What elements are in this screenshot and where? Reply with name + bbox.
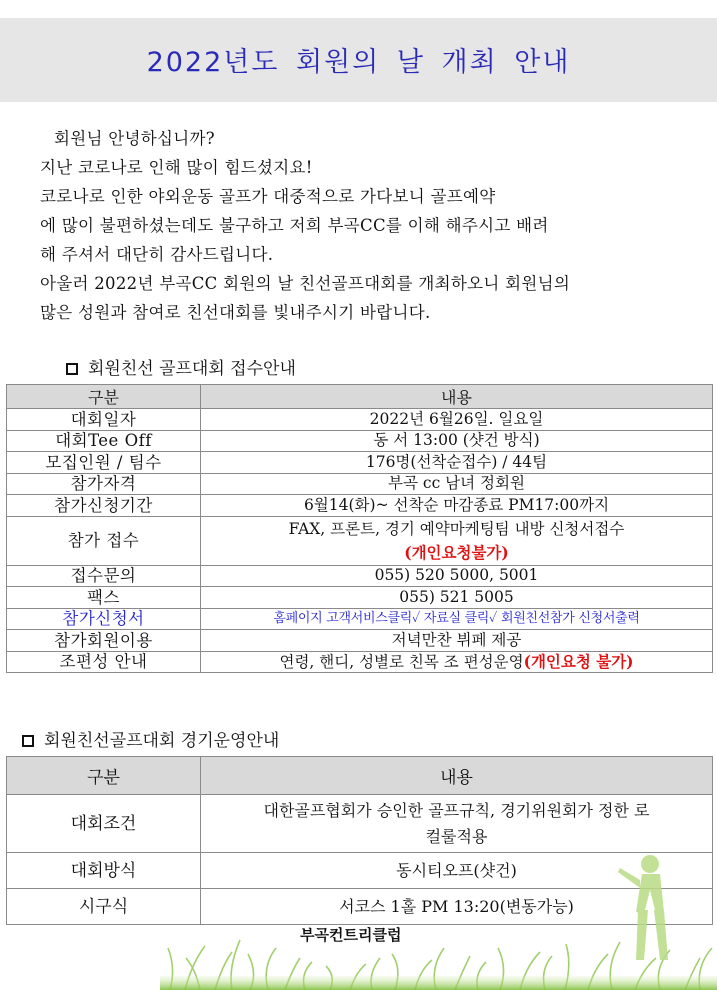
page-title: 2022년도 회원의 날 개최 안내 <box>146 47 571 78</box>
table-row <box>7 795 713 853</box>
row-label: 대회조건 <box>7 795 201 853</box>
row-value: 대한골프협회가 승인한 골프규칙, 경기위원회가 정한 로컬룰적용 <box>201 795 713 853</box>
row-label: 팩스 <box>7 587 201 609</box>
row-value: FAX, 프론트, 경기 예약마케팅팀 내방 신청서접수 <box>288 519 625 538</box>
row-value: 동 서 13:00 (샷건 방식) <box>201 430 713 452</box>
row-value-cell <box>201 651 713 673</box>
row-value: 055) 521 5005 <box>201 587 713 609</box>
section2-heading-text: 회원친선골프대회 경기운영안내 <box>44 731 280 751</box>
intro-line: 에 많이 불편하셨는데도 불구하고 저희 부곡CC를 이해 해주시고 배려 <box>40 216 549 235</box>
table-row <box>7 495 713 517</box>
intro-line: 아울러 2022년 부곡CC 회원의 날 친선골프대회를 개최하오니 회원님의 <box>40 274 571 293</box>
table-header-row <box>7 757 713 795</box>
golfer-icon <box>610 850 690 990</box>
operation-table <box>6 756 713 925</box>
table-row <box>7 516 713 565</box>
row-value: 6월14(화)~ 선착순 마감종료 PM17:00까지 <box>201 495 713 517</box>
table-row <box>7 853 713 889</box>
table-row <box>7 409 713 431</box>
row-label: 시구식 <box>7 889 201 925</box>
header-content: 내용 <box>201 385 713 409</box>
row-label: 대회방식 <box>7 853 201 889</box>
table-header-row <box>7 385 713 409</box>
section1-heading <box>66 358 296 380</box>
intro-line: 회원님 안녕하십니까? <box>54 129 215 148</box>
header-category: 구분 <box>7 385 201 409</box>
row-value: 서코스 1홀 PM 13:20(변동가능) <box>201 889 713 925</box>
row-value: 부곡 cc 남녀 정회원 <box>201 473 713 495</box>
table-row <box>7 473 713 495</box>
table-row <box>7 651 713 673</box>
no-personal-request-note: (개인요청 불가) <box>523 651 634 671</box>
intro-line: 많은 성원과 참여로 친선대회를 빛내주시기 바랍니다. <box>40 303 431 322</box>
header-category: 구분 <box>7 757 201 795</box>
section2-heading <box>22 730 279 752</box>
no-personal-request-note: (개인요청불가) <box>404 542 509 562</box>
application-form-label[interactable]: 참가신청서 <box>7 608 201 630</box>
table-row <box>7 587 713 609</box>
row-label: 대회일자 <box>7 409 201 431</box>
registration-table <box>6 384 713 673</box>
club-name: 부곡컨트리클럽 <box>300 926 402 944</box>
intro-line: 해 주셔서 대단히 감사드립니다. <box>40 245 274 264</box>
table-row <box>7 630 713 652</box>
application-form-path: 홈페이지 고객서비스클릭✓ 자료실 클릭✓ 회원친선참가 신청서출력 <box>201 608 713 630</box>
row-value: 연령, 핸디, 성별로 친목 조 편성운영 <box>279 652 524 671</box>
table-row <box>7 452 713 474</box>
row-label: 참가 접수 <box>7 516 201 565</box>
table-row <box>7 430 713 452</box>
row-value: 저녁만찬 뷔페 제공 <box>201 630 713 652</box>
square-bullet-icon <box>66 363 78 375</box>
row-label: 접수문의 <box>7 565 201 587</box>
intro-line: 코로나로 인한 야외운동 골프가 대중적으로 가다보니 골프예약 <box>40 187 496 206</box>
row-label: 참가회원이용 <box>7 630 201 652</box>
row-value: 2022년 6월26일. 일요일 <box>201 409 713 431</box>
row-label: 모집인원 / 팀수 <box>7 452 201 474</box>
table-row <box>7 608 713 630</box>
intro-text <box>40 124 700 327</box>
section1-heading-text: 회원친선 골프대회 접수안내 <box>88 359 296 379</box>
row-value: 055) 520 5000, 5001 <box>201 565 713 587</box>
row-label: 조편성 안내 <box>7 651 201 673</box>
row-label: 참가자격 <box>7 473 201 495</box>
header-content: 내용 <box>201 757 713 795</box>
intro-line: 지난 코로나로 인해 많이 힘드셨지요! <box>40 158 313 177</box>
row-value-cell <box>201 516 713 565</box>
row-label: 참가신청기간 <box>7 495 201 517</box>
table-row <box>7 565 713 587</box>
square-bullet-icon <box>22 735 34 747</box>
row-value: 176명(선착순접수) / 44팀 <box>201 452 713 474</box>
row-value: 동시티오프(샷건) <box>201 853 713 889</box>
row-label: 대회Tee Off <box>7 430 201 452</box>
